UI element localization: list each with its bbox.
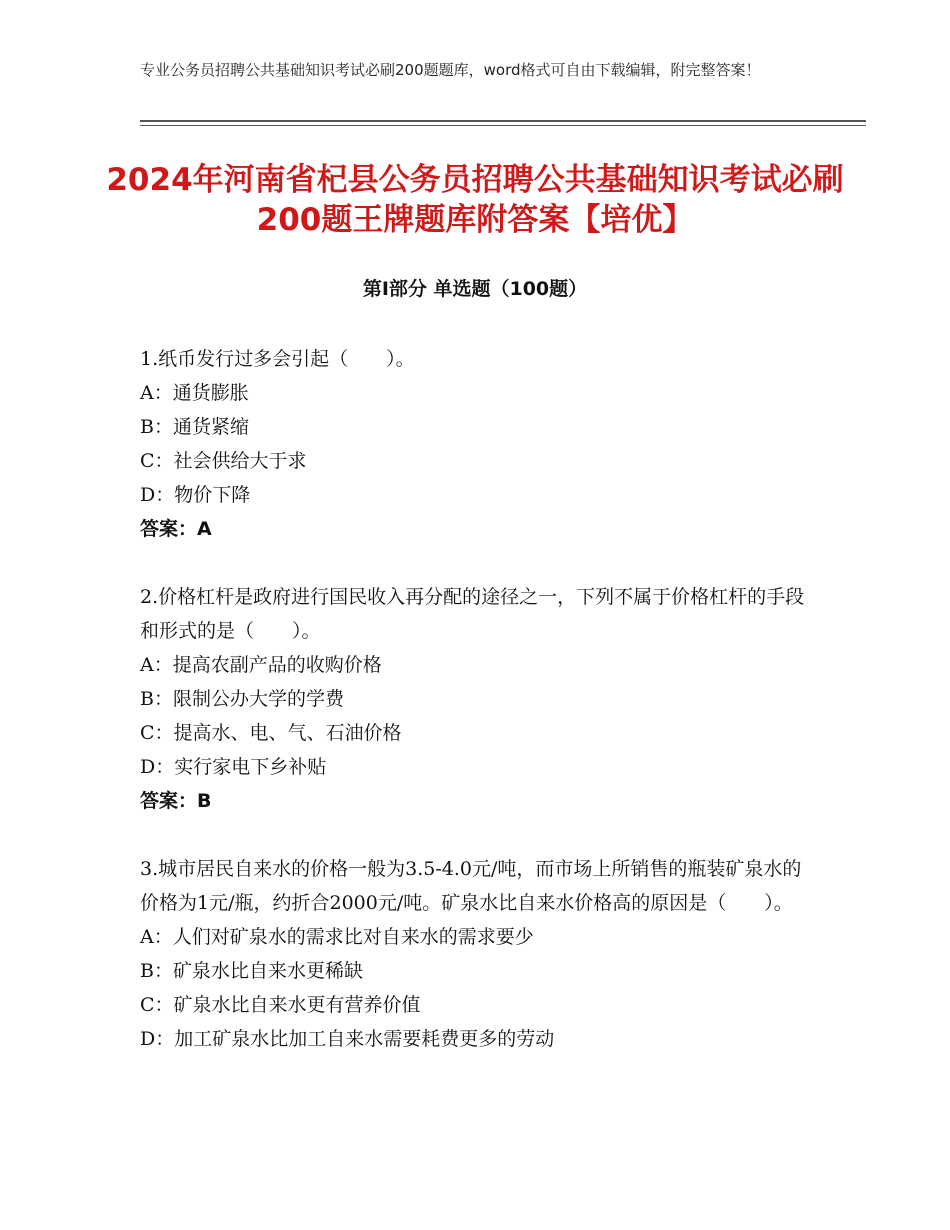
header-note: 专业公务员招聘公共基础知识考试必刷200题题库，word格式可自由下载编辑，附完整答案！ bbox=[140, 61, 761, 79]
option-d: D：物价下降 bbox=[140, 484, 251, 506]
option-d: D：实行家电下乡补贴 bbox=[140, 756, 327, 778]
header-divider bbox=[140, 120, 866, 122]
option-a: A：通货膨胀 bbox=[140, 382, 249, 404]
question-3 bbox=[140, 852, 820, 1056]
answer: 答案：A bbox=[140, 518, 212, 540]
document-title: 2024年河南省杞县公务员招聘公共基础知识考试必刷200题王牌题库附答案【培优】 bbox=[106, 162, 844, 238]
option-a: A：提高农副产品的收购价格 bbox=[140, 654, 382, 676]
option-a: A：人们对矿泉水的需求比对自来水的需求要少 bbox=[140, 926, 534, 948]
question-2 bbox=[140, 580, 820, 818]
section-heading: 第Ⅰ部分 单选题（100题） bbox=[362, 278, 588, 300]
option-d: D：加工矿泉水比加工自来水需要耗费更多的劳动 bbox=[140, 1028, 555, 1050]
option-b: B：限制公办大学的学费 bbox=[140, 688, 344, 710]
question-1 bbox=[140, 342, 820, 546]
answer: 答案：B bbox=[140, 790, 212, 812]
option-c: C：矿泉水比自来水更有营养价值 bbox=[140, 994, 421, 1016]
option-b: B：矿泉水比自来水更稀缺 bbox=[140, 960, 363, 982]
option-b: B：通货紧缩 bbox=[140, 416, 249, 438]
option-c: C：社会供给大于求 bbox=[140, 450, 307, 472]
question-list bbox=[140, 342, 820, 1090]
question-stem: 1.纸币发行过多会引起（ ）。 bbox=[140, 348, 415, 370]
question-stem: 2.价格杠杆是政府进行国民收入再分配的途径之一，下列不属于价格杠杆的手段和形式的是（ ）。 bbox=[140, 586, 805, 642]
question-stem: 3.城市居民自来水的价格一般为3.5-4.0元/吨，而市场上所销售的瓶装矿泉水的价格为1元/瓶，约折合2000元/吨。矿泉水比自来水价格高的原因是（ ）。 bbox=[140, 858, 802, 914]
header-divider-thin bbox=[140, 125, 866, 126]
option-c: C：提高水、电、气、石油价格 bbox=[140, 722, 402, 744]
